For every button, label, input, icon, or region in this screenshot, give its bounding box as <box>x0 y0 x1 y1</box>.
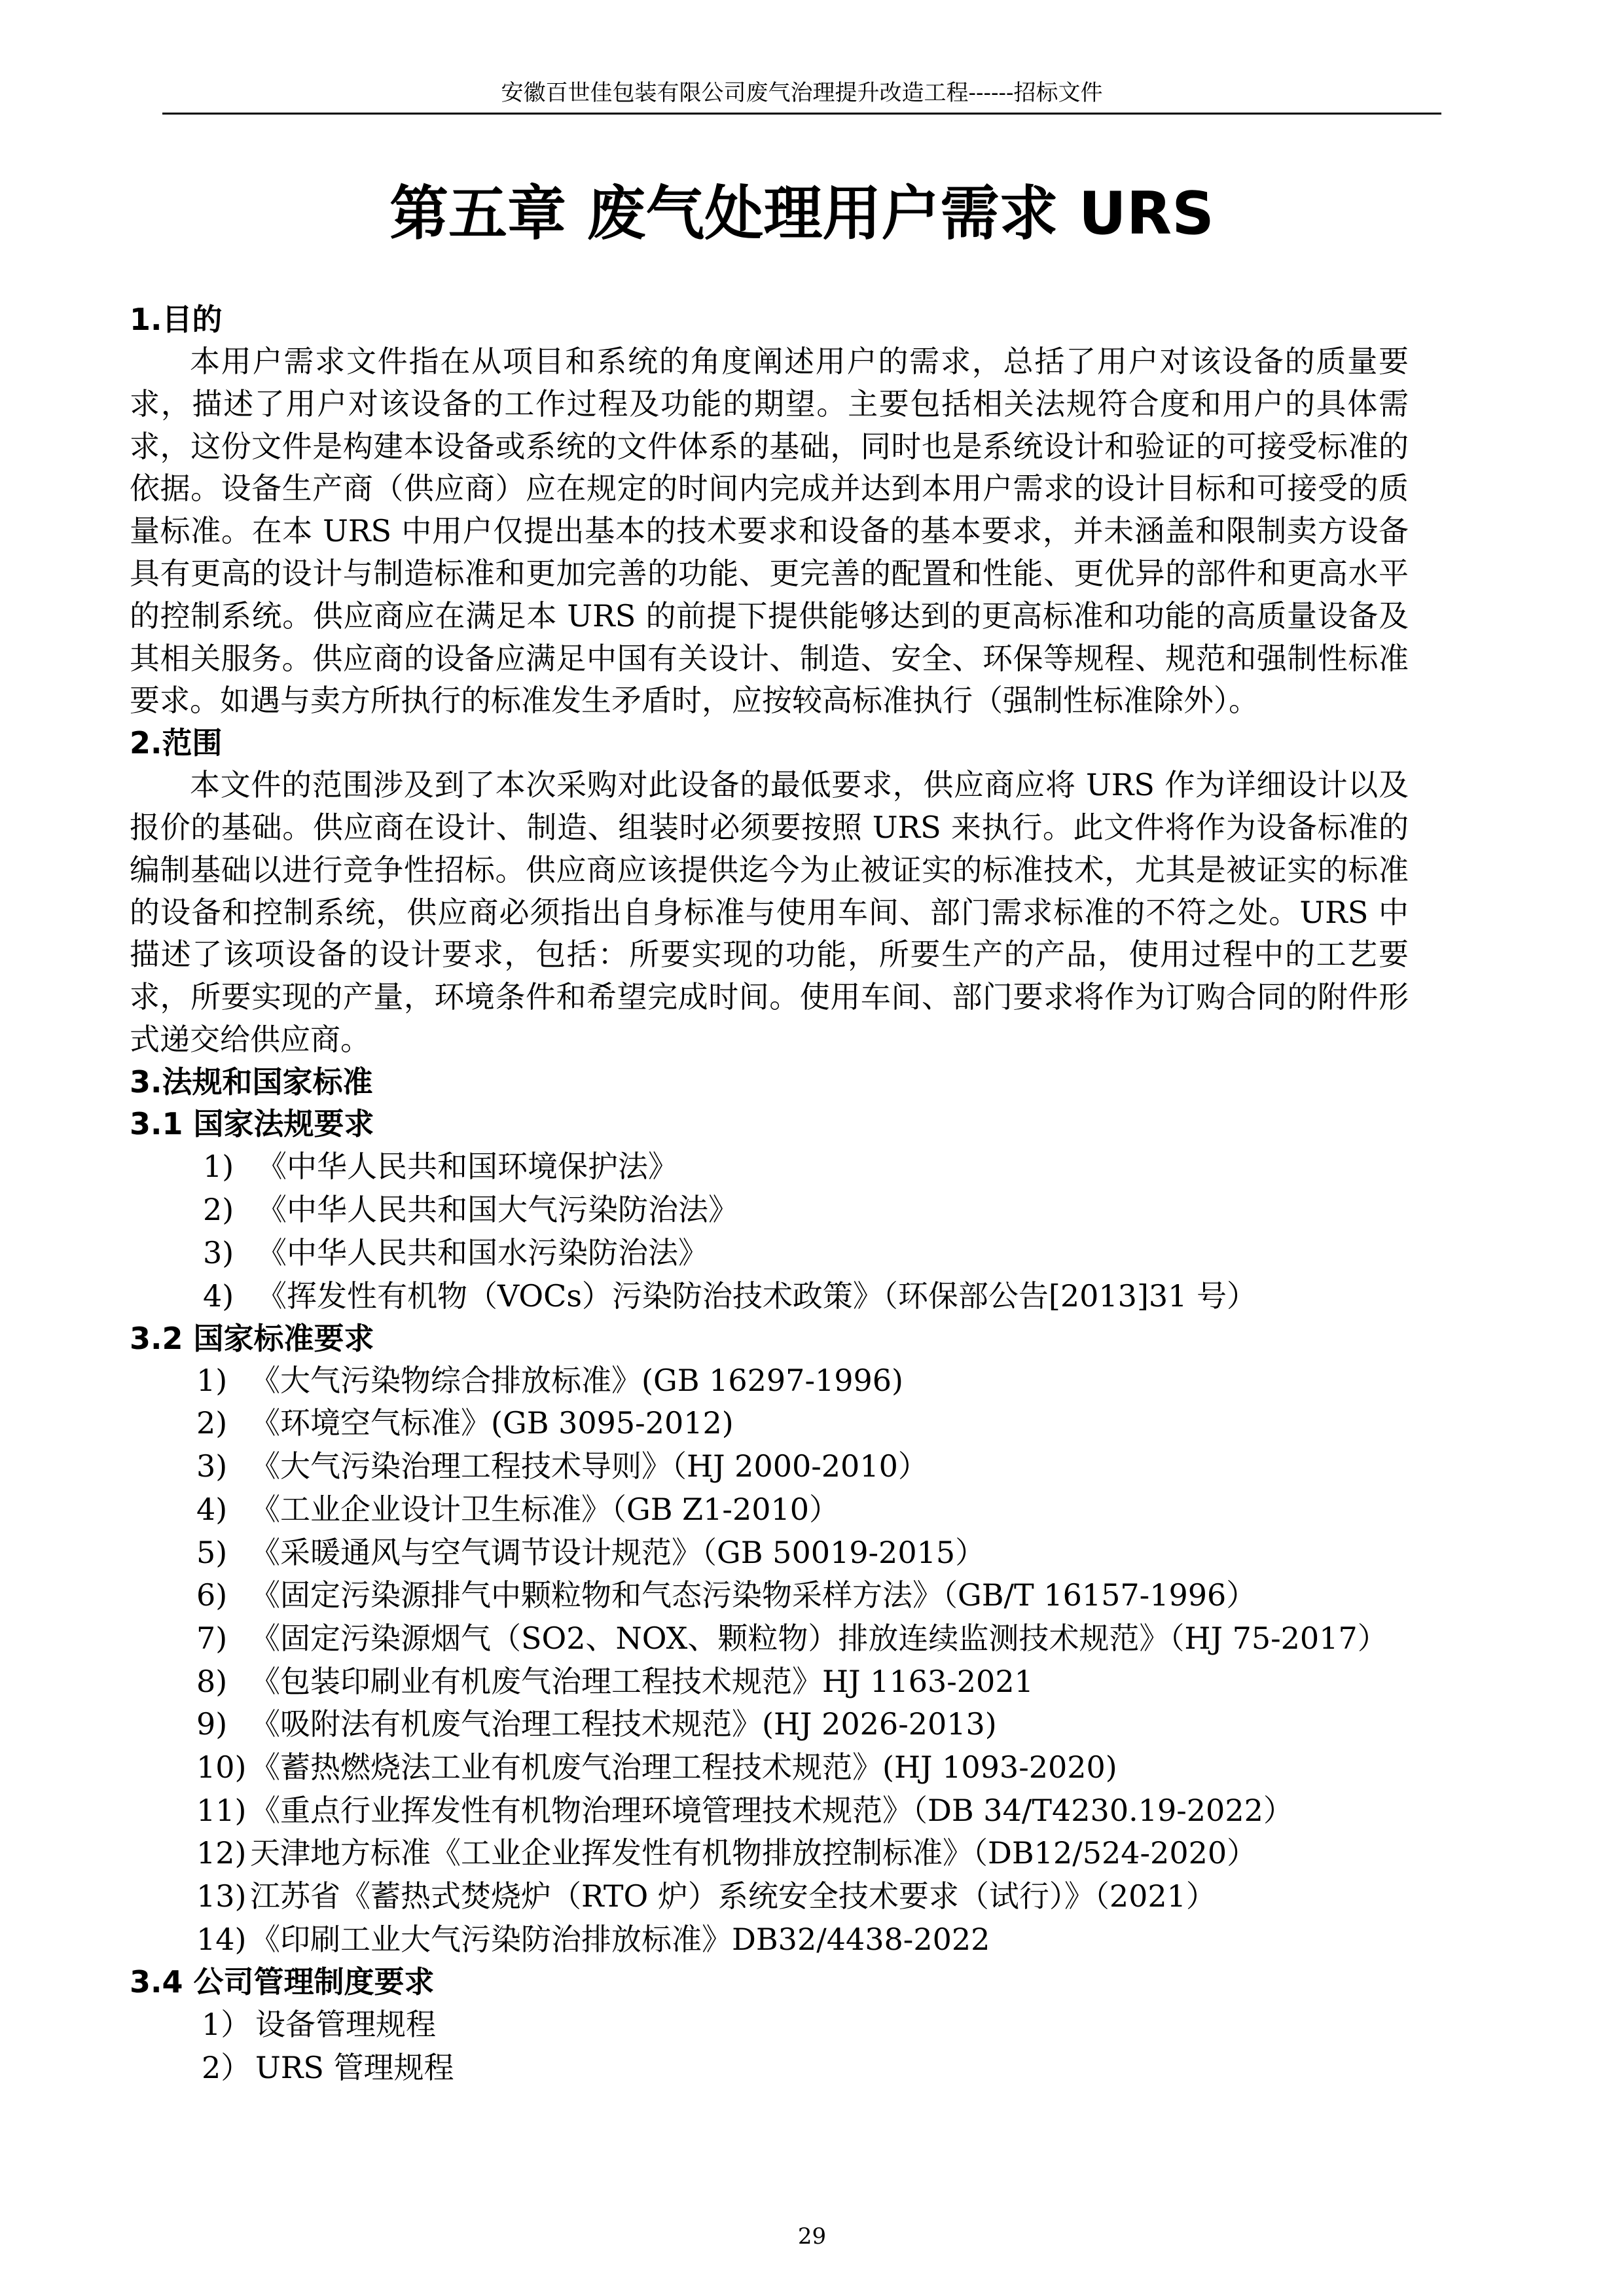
list-item-number: 1） <box>202 2007 251 2043</box>
list-item <box>130 1789 1409 1833</box>
list-item-text: 《固定污染源排气中颗粒物和气态污染物采样方法》（GB/T 16157-1996） <box>250 1577 1257 1613</box>
list-item-text: 《大气污染物综合排放标准》(GB 16297-1996) <box>250 1362 904 1398</box>
section-heading-regulations: 3.法规和国家标准 <box>130 1064 373 1100</box>
list-item <box>130 1274 1409 1318</box>
list-item-number: 8) <box>196 1663 228 1699</box>
list-item-number: 13) <box>196 1878 247 1914</box>
list-item-number: 3) <box>196 1448 228 1484</box>
page-number: 29 <box>797 2223 827 2250</box>
list-item-text: 《环境空气标准》(GB 3095-2012) <box>250 1405 734 1441</box>
section-heading-laws: 3.1 国家法规要求 <box>130 1105 374 1141</box>
list-item <box>130 1703 1409 1746</box>
section-heading-scope: 2.范围 <box>130 725 223 761</box>
list-item-text: 《工业企业设计卫生标准》（GB Z1-2010） <box>250 1491 840 1527</box>
list-item-number: 9) <box>196 1706 228 1742</box>
list-item <box>130 1746 1409 1789</box>
chapter-title: 第五章 废气处理用户需求 URS <box>389 179 1214 248</box>
list-item-text: 《印刷工业大气污染防治排放标准》DB32/4438-2022 <box>250 1921 990 1957</box>
list-item <box>130 1532 1409 1575</box>
list-item-text: 设备管理规程 <box>255 2007 436 2043</box>
scope-paragraph: 本文件的范围涉及到了本次采购对此设备的最低要求，供应商应将 URS 作为详细设计以及报价的基础。供应商在设计、制造、组装时必须要按照 URS 来执行。此文件将作为设备标准的编制基础以进行竞争性招标。供应商应该提供迄今为止被证实的标准技术，尤其是被证实的标准的设备和控制系统，供应商必须指出自身标准与使用车间、部门需求标准的不符之处。URS 中描述了该项设备的设计要求，包括：所要实现的功能，所要生产的产品，使用过程中的工艺要求，所要实现的产量，环境条件和希望完成时间。使用车间、部门要求将作为订购合同的附件形式递交给供应商。 <box>130 767 1409 1057</box>
list-item-text: 《中华人民共和国水污染防治法》 <box>257 1234 708 1270</box>
list-item-text: 《固定污染源烟气（SO2、NOX、颗粒物）排放连续监测技术规范》（HJ 75-2017） <box>250 1620 1388 1656</box>
list-item-number: 6) <box>196 1577 228 1613</box>
company-list <box>130 2003 1409 2089</box>
list-item-text: 《蓄热燃烧法工业有机废气治理工程技术规范》(HJ 1093-2020) <box>250 1749 1117 1785</box>
list-item-text: 《中华人民共和国大气污染防治法》 <box>257 1191 738 1227</box>
list-item-text: 天津地方标准《工业企业挥发性有机物排放控制标准》（DB12/524-2020） <box>250 1835 1257 1871</box>
list-item-number: 1) <box>196 1362 228 1398</box>
list-item <box>130 1231 1409 1274</box>
laws-list <box>130 1145 1409 1318</box>
list-item-number: 7) <box>196 1620 228 1656</box>
purpose-paragraph: 本用户需求文件指在从项目和系统的角度阐述用户的需求，总括了用户对该设备的质量要求，描述了用户对该设备的工作过程及功能的期望。主要包括相关法规符合度和用户的具体需求，这份文件是构建本设备或系统的文件体系的基础，同时也是系统设计和验证的可接受标准的依据。设备生产商（供应商）应在规定的时间内完成并达到本用户需求的设计目标和可接受的质量标准。在本 URS 中用户仅提出基本的技术要求和设备的基本要求，并未涵盖和限制卖方设备具有更高的设计与制造标准和更加完善的功能、更完善的配置和性能、更优异的部件和更高水平的控制系统。供应商应在满足本 URS 的前提下提供能够达到的更高标准和功能的高质量设备及其相关服务。供应商的设备应满足中国有关设计、制造、安全、环保等规程、规范和强制性标准要求。如遇与卖方所执行的标准发生矛盾时，应按较高标准执行（强制性标准除外）。 <box>130 344 1409 719</box>
list-item-text: 《包装印刷业有机废气治理工程技术规范》HJ 1163-2021 <box>250 1663 1034 1699</box>
list-item-number: 2） <box>202 2050 251 2086</box>
section-heading-purpose: 1.目的 <box>130 302 223 337</box>
list-item <box>130 1660 1409 1704</box>
running-header: 安徽百世佳包装有限公司废气治理提升改造工程------招标文件 <box>501 80 1103 106</box>
list-item <box>130 1402 1409 1445</box>
list-item-text: 《重点行业挥发性有机物治理环境管理技术规范》（DB 34/T4230.19-2022） <box>250 1792 1293 1828</box>
list-item-number: 4) <box>196 1491 228 1527</box>
list-item <box>130 1617 1409 1660</box>
list-item-number: 2) <box>196 1405 228 1441</box>
document-body <box>130 298 1409 2089</box>
list-item <box>130 2046 1409 2089</box>
list-item-number: 10) <box>196 1749 247 1785</box>
list-item <box>130 1188 1409 1231</box>
list-item-text: URS 管理规程 <box>255 2050 454 2086</box>
list-item <box>130 1359 1409 1403</box>
header-rule <box>162 113 1441 115</box>
list-item <box>130 2003 1409 2046</box>
list-item-number: 11) <box>196 1792 247 1828</box>
list-item <box>130 1918 1409 1962</box>
section-heading-company: 3.4 公司管理制度要求 <box>130 1964 435 2000</box>
list-item-number: 5) <box>196 1534 228 1570</box>
section-heading-standards: 3.2 国家标准要求 <box>130 1320 374 1356</box>
list-item <box>130 1875 1409 1918</box>
list-item-number: 3) <box>203 1234 234 1270</box>
list-item-text: 《中华人民共和国环境保护法》 <box>257 1148 678 1184</box>
list-item-number: 14) <box>196 1921 247 1957</box>
list-item-text: 《吸附法有机废气治理工程技术规范》(HJ 2026-2013) <box>250 1706 997 1742</box>
list-item <box>130 1574 1409 1617</box>
list-item-number: 4) <box>203 1278 234 1314</box>
list-item-number: 2) <box>203 1191 234 1227</box>
list-item <box>130 1145 1409 1188</box>
list-item-number: 12) <box>196 1835 247 1871</box>
list-item-text: 《挥发性有机物（VOCs）污染防治技术政策》（环保部公告[2013]31 号） <box>257 1278 1257 1314</box>
list-item-text: 江苏省《蓄热式焚烧炉（RTO 炉）系统安全技术要求（试行）》（2021） <box>250 1878 1216 1914</box>
list-item-text: 《大气污染治理工程技术导则》（HJ 2000-2010） <box>250 1448 928 1484</box>
list-item <box>130 1832 1409 1875</box>
list-item-text: 《采暖通风与空气调节设计规范》（GB 50019-2015） <box>250 1534 986 1570</box>
standards-list <box>130 1359 1409 1962</box>
list-item <box>130 1445 1409 1488</box>
list-item-number: 1) <box>203 1148 234 1184</box>
list-item <box>130 1488 1409 1532</box>
